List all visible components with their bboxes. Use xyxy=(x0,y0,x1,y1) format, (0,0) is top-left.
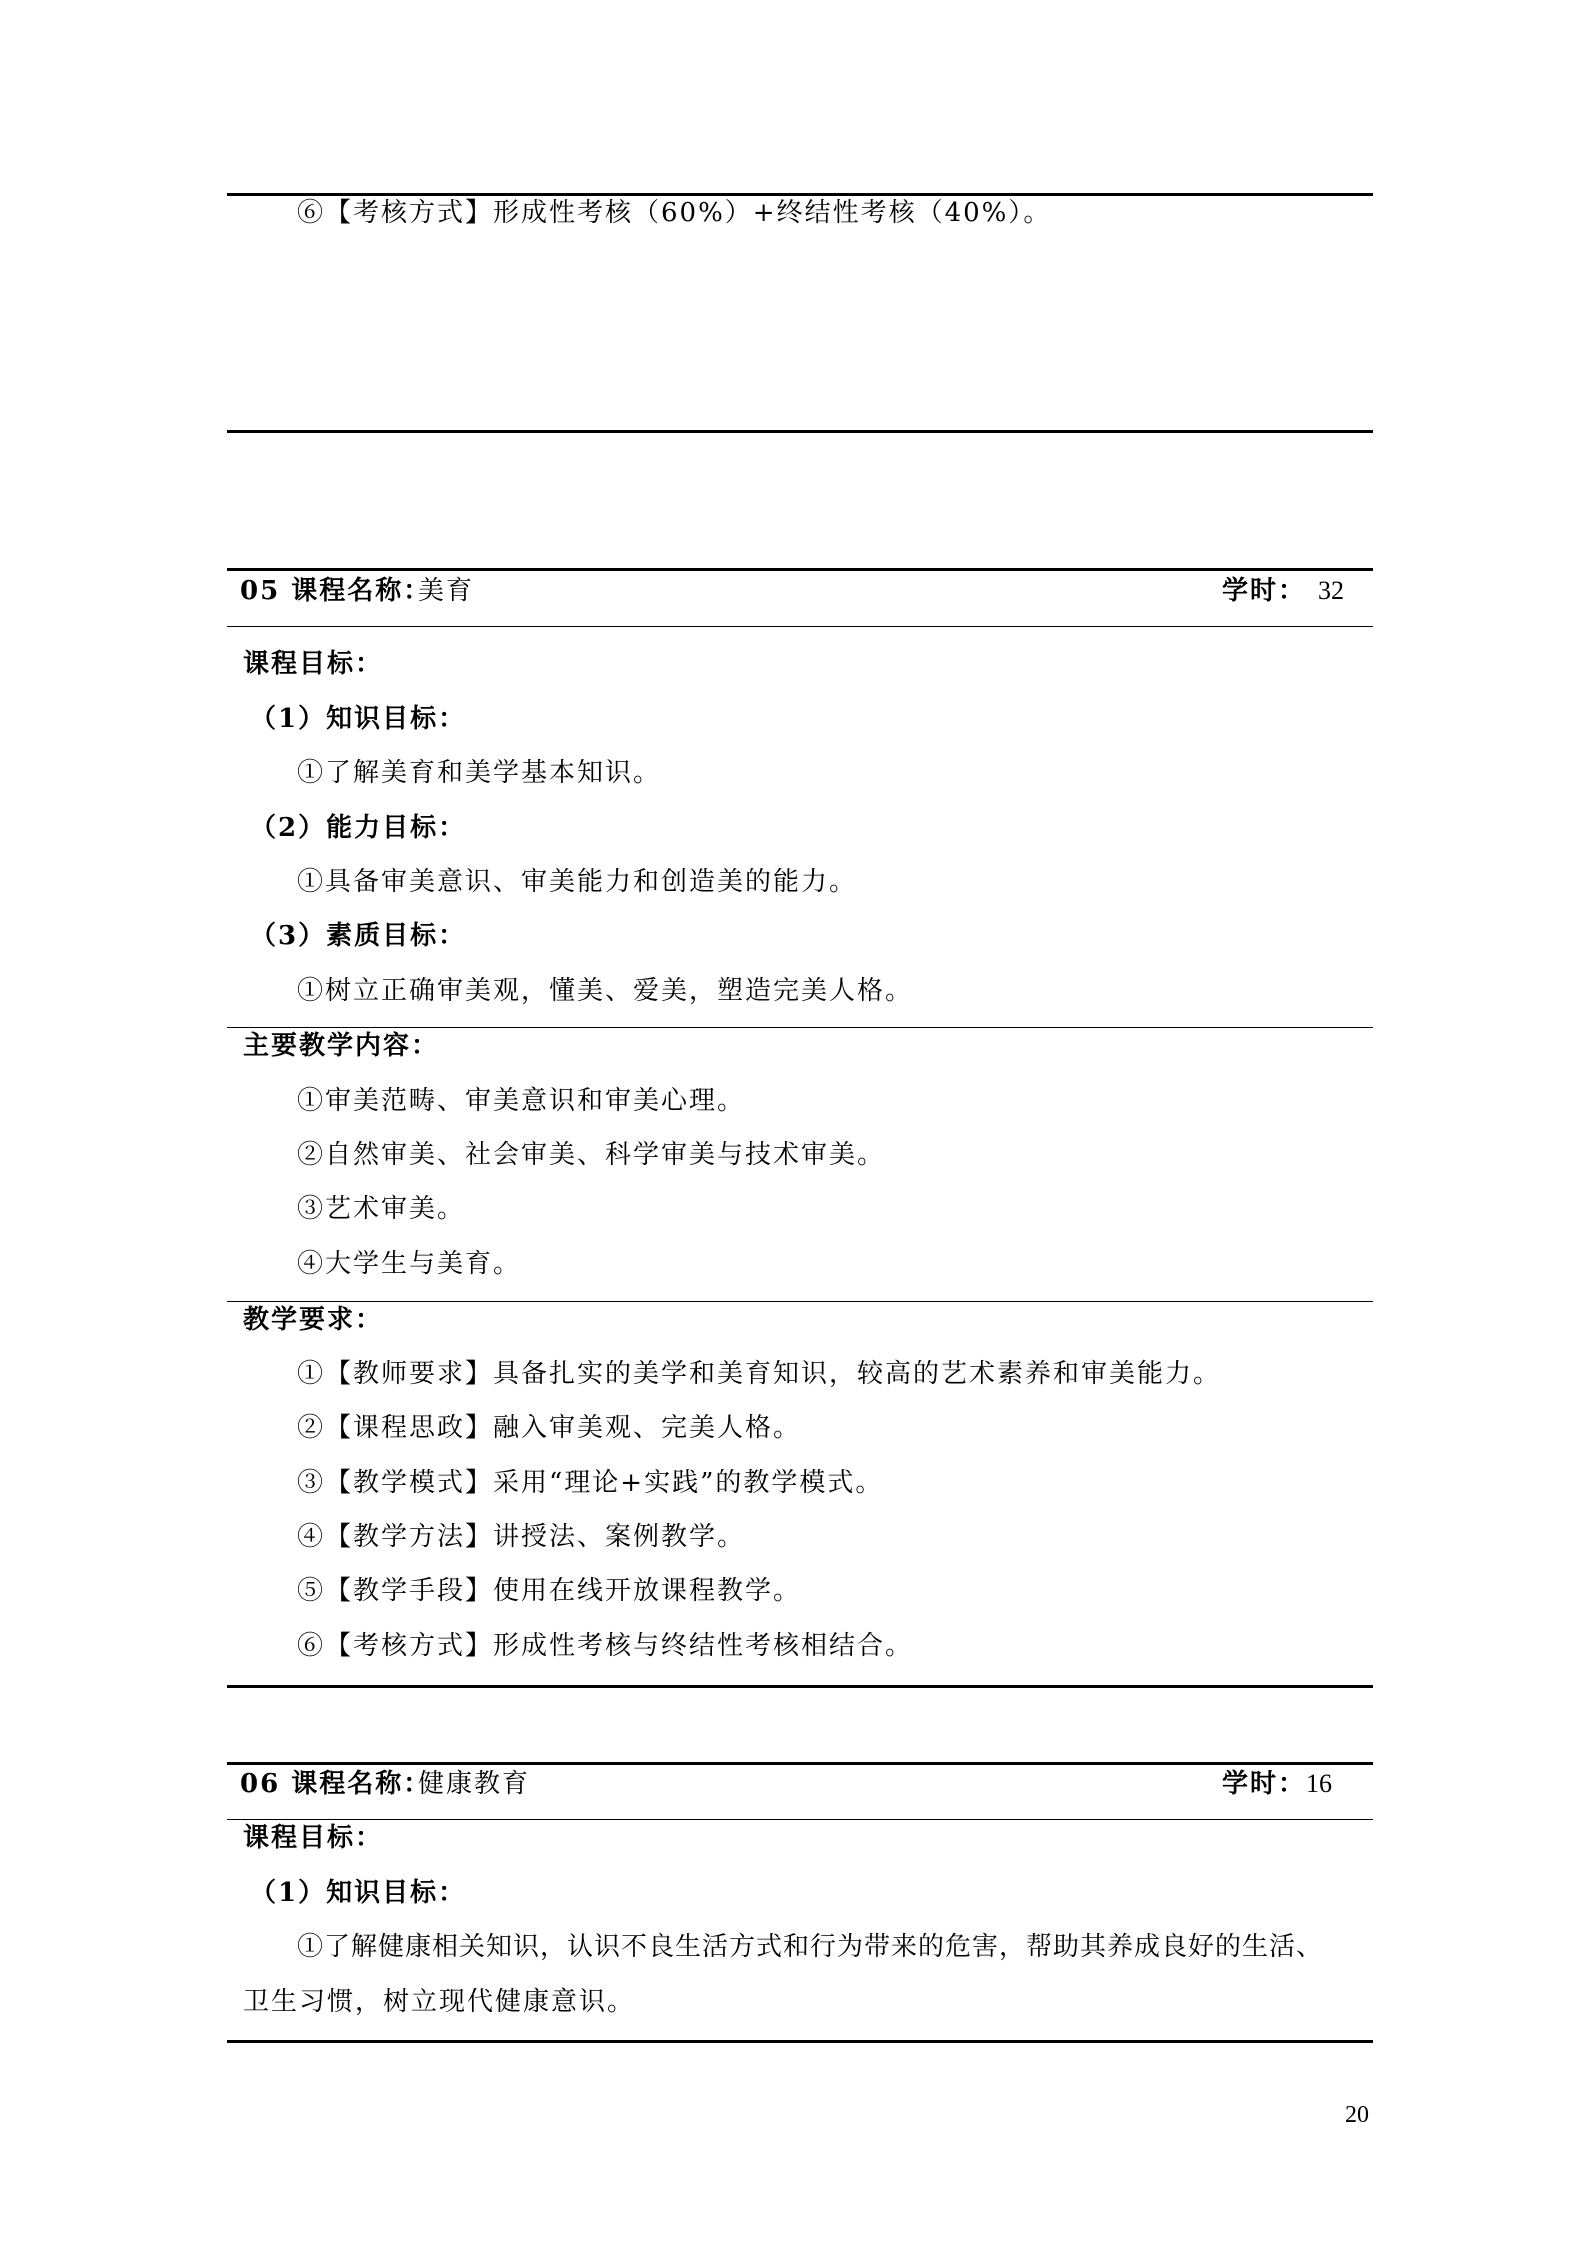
course05-hours: 32 xyxy=(1318,576,1344,605)
course06-knowledge-line2: 卫生习惯，树立现代健康意识。 xyxy=(243,1987,636,2017)
course05-requirement-item: ③【教学模式】采用“理论+实践”的教学模式。 xyxy=(297,1468,884,1498)
course05-hours-label: 学时： xyxy=(1222,576,1307,606)
course05-knowledge-heading: （1）知识目标： xyxy=(250,704,467,734)
course05-requirement-item: ⑤【教学手段】使用在线开放课程教学。 xyxy=(297,1576,802,1606)
course05-goals-bottom-rule xyxy=(227,1027,1373,1028)
course06-bottom-rule xyxy=(227,2040,1373,2043)
course05-requirements-heading: 教学要求： xyxy=(243,1305,384,1335)
course05-knowledge-item: ①了解美育和美学基本知识。 xyxy=(297,758,662,788)
prev-table-bottom-rule xyxy=(227,430,1373,433)
course05-content-heading: 主要教学内容： xyxy=(243,1031,440,1061)
course05-ability-heading: （2）能力目标： xyxy=(250,813,467,843)
course05-quality-item: ①树立正确审美观，懂美、爱美，塑造完美人格。 xyxy=(297,976,914,1006)
course05-requirement-item: ②【课程思政】融入审美观、完美人格。 xyxy=(297,1413,802,1443)
course05-bottom-rule xyxy=(227,1685,1373,1688)
course06-top-rule xyxy=(227,1762,1373,1765)
course06-header-rule xyxy=(227,1819,1373,1820)
prev-assessment: ⑥【考核方式】形成性考核（60%）+终结性考核（40%）。 xyxy=(297,198,1052,228)
course05-requirement-item: ⑥【考核方式】形成性考核与终结性考核相结合。 xyxy=(297,1631,914,1661)
course06-hours-label: 学时： xyxy=(1222,1769,1307,1799)
course06-goals-heading: 课程目标： xyxy=(243,1823,384,1853)
course05-goals-heading: 课程目标： xyxy=(243,649,384,679)
course05-header-rule xyxy=(227,626,1373,627)
course05-content-item: ①审美范畴、审美意识和审美心理。 xyxy=(297,1086,746,1116)
course05-number-label: 05 课程名称： xyxy=(240,576,432,606)
course05-content-item: ④大学生与美育。 xyxy=(297,1249,522,1279)
course05-ability-item: ①具备审美意识、审美能力和创造美的能力。 xyxy=(297,867,858,897)
course06-number-label: 06 课程名称： xyxy=(240,1769,432,1799)
page-number: 20 xyxy=(1345,2102,1369,2128)
course05-quality-heading: （3）素质目标： xyxy=(250,921,467,951)
course05-top-rule xyxy=(227,568,1373,571)
course06-knowledge-heading: （1）知识目标： xyxy=(250,1878,467,1908)
course05-name: 美育 xyxy=(418,576,475,606)
course06-hours: 16 xyxy=(1306,1769,1332,1798)
course05-content-item: ③艺术审美。 xyxy=(297,1194,466,1224)
course06-name: 健康教育 xyxy=(418,1769,531,1799)
course05-content-bottom-rule xyxy=(227,1301,1373,1302)
course06-knowledge-line1: ①了解健康相关知识，认识不良生活方式和行为带来的危害，帮助其养成良好的生活、 xyxy=(297,1932,1324,1962)
course05-requirement-item: ①【教师要求】具备扎实的美学和美育知识，较高的艺术素养和审美能力。 xyxy=(297,1359,1222,1389)
course05-content-item: ②自然审美、社会审美、科学审美与技术审美。 xyxy=(297,1140,886,1170)
course05-requirement-item: ④【教学方法】讲授法、案例教学。 xyxy=(297,1522,746,1552)
